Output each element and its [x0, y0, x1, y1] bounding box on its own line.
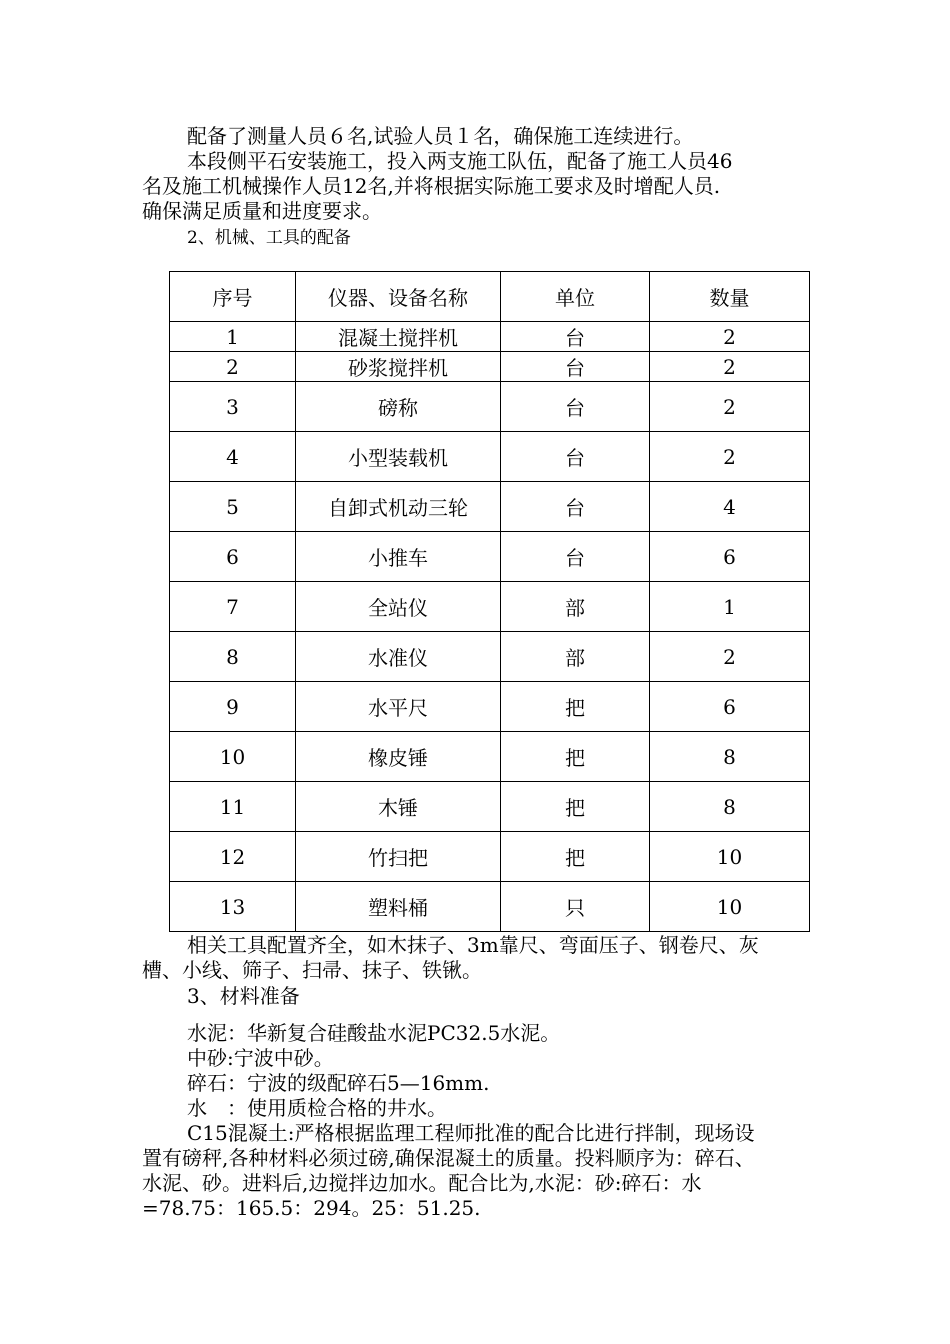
table-cell: 混凝土搅拌机 [296, 322, 501, 352]
table-cell: 6 [650, 682, 810, 732]
table-row [170, 632, 810, 682]
table-cell: 10 [170, 732, 296, 782]
table-cell: 9 [170, 682, 296, 732]
table-cell: 3 [170, 382, 296, 432]
table-row [170, 882, 810, 932]
table-cell: 台 [501, 352, 650, 382]
table-cell: 竹扫把 [296, 832, 501, 882]
paragraph-line: 置有磅秤,各种材料必须过磅,确保混凝土的质量。投料顺序为：碎石、 [142, 1146, 755, 1170]
table-row [170, 732, 810, 782]
table-cell: 8 [650, 732, 810, 782]
table-header-row [170, 272, 810, 322]
table-cell: 塑料桶 [296, 882, 501, 932]
table-cell: 把 [501, 782, 650, 832]
section-title: 3、材料准备 [187, 984, 300, 1008]
table-cell: 7 [170, 582, 296, 632]
table-cell: 6 [650, 532, 810, 582]
table-cell: 把 [501, 832, 650, 882]
equipment-table [169, 271, 810, 932]
table-cell: 6 [170, 532, 296, 582]
table-cell: 只 [501, 882, 650, 932]
table-row [170, 782, 810, 832]
material-line: 水泥：华新复合硅酸盐水泥PC32.5水泥。 [187, 1021, 561, 1045]
header-cell: 单位 [501, 272, 650, 322]
table-cell: 10 [650, 882, 810, 932]
table-cell: 12 [170, 832, 296, 882]
paragraph-line: 配备了测量人员６名,试验人员１名，确保施工连续进行。 [187, 124, 694, 148]
table-cell: 台 [501, 432, 650, 482]
header-cell: 仪器、设备名称 [296, 272, 501, 322]
table-cell: 部 [501, 582, 650, 632]
table-cell: 橡皮锤 [296, 732, 501, 782]
table-cell: 8 [650, 782, 810, 832]
paragraph-line: =78.75：165.5：294。25：51.25. [142, 1196, 481, 1220]
table-cell: 2 [170, 352, 296, 382]
table-cell: 13 [170, 882, 296, 932]
table-cell: 5 [170, 482, 296, 532]
paragraph-line: 名及施工机械操作人员12名,并将根据实际施工要求及时增配人员. [142, 174, 721, 198]
table-cell: 台 [501, 482, 650, 532]
table-cell: 砂浆搅拌机 [296, 352, 501, 382]
table-cell: 4 [650, 482, 810, 532]
header-cell: 数量 [650, 272, 810, 322]
table-cell: 台 [501, 382, 650, 432]
table-cell: 2 [650, 352, 810, 382]
material-line: 水 ：使用质检合格的井水。 [187, 1096, 447, 1120]
table-row [170, 532, 810, 582]
table-cell: 10 [650, 832, 810, 882]
table-cell: 台 [501, 532, 650, 582]
table-cell: 台 [501, 322, 650, 352]
table-row [170, 832, 810, 882]
table-cell: 1 [170, 322, 296, 352]
paragraph-line: 槽、小线、筛子、扫帚、抹子、铁锹。 [142, 958, 482, 982]
table-cell: 2 [650, 632, 810, 682]
table-row [170, 482, 810, 532]
table-cell: 2 [650, 322, 810, 352]
material-line: 中砂:宁波中砂。 [187, 1046, 334, 1070]
table-row [170, 382, 810, 432]
paragraph-line: 本段侧平石安装施工，投入两支施工队伍，配备了施工人员46 [187, 149, 733, 173]
table-cell: 全站仪 [296, 582, 501, 632]
table-cell: 2 [650, 382, 810, 432]
table-row [170, 682, 810, 732]
table-cell: 把 [501, 732, 650, 782]
table-cell: 磅称 [296, 382, 501, 432]
table-cell: 水准仪 [296, 632, 501, 682]
header-cell: 序号 [170, 272, 296, 322]
table-cell: 自卸式机动三轮 [296, 482, 501, 532]
paragraph-line: 确保满足质量和进度要求。 [142, 199, 382, 223]
table-row [170, 582, 810, 632]
paragraph-line: C15混凝土:严格根据监理工程师批准的配合比进行拌制，现场设 [187, 1121, 755, 1145]
table-row [170, 432, 810, 482]
table-cell: 1 [650, 582, 810, 632]
material-line: 碎石：宁波的级配碎石5—16mm. [187, 1071, 490, 1095]
table-cell: 8 [170, 632, 296, 682]
table-cell: 11 [170, 782, 296, 832]
table-cell: 小型装载机 [296, 432, 501, 482]
paragraph-line: 相关工具配置齐全，如木抹子、3m靠尺、弯面压子、钢卷尺、灰 [187, 933, 759, 957]
section-title: 2、机械、工具的配备 [187, 228, 351, 248]
table-cell: 木锤 [296, 782, 501, 832]
table-cell: 4 [170, 432, 296, 482]
table-cell: 把 [501, 682, 650, 732]
table-cell: 水平尺 [296, 682, 501, 732]
table-cell: 2 [650, 432, 810, 482]
table-row [170, 322, 810, 352]
table-cell: 小推车 [296, 532, 501, 582]
table-cell: 部 [501, 632, 650, 682]
table-row [170, 352, 810, 382]
paragraph-line: 水泥、砂。进料后,边搅拌边加水。配合比为,水泥：砂:碎石：水 [142, 1171, 702, 1195]
